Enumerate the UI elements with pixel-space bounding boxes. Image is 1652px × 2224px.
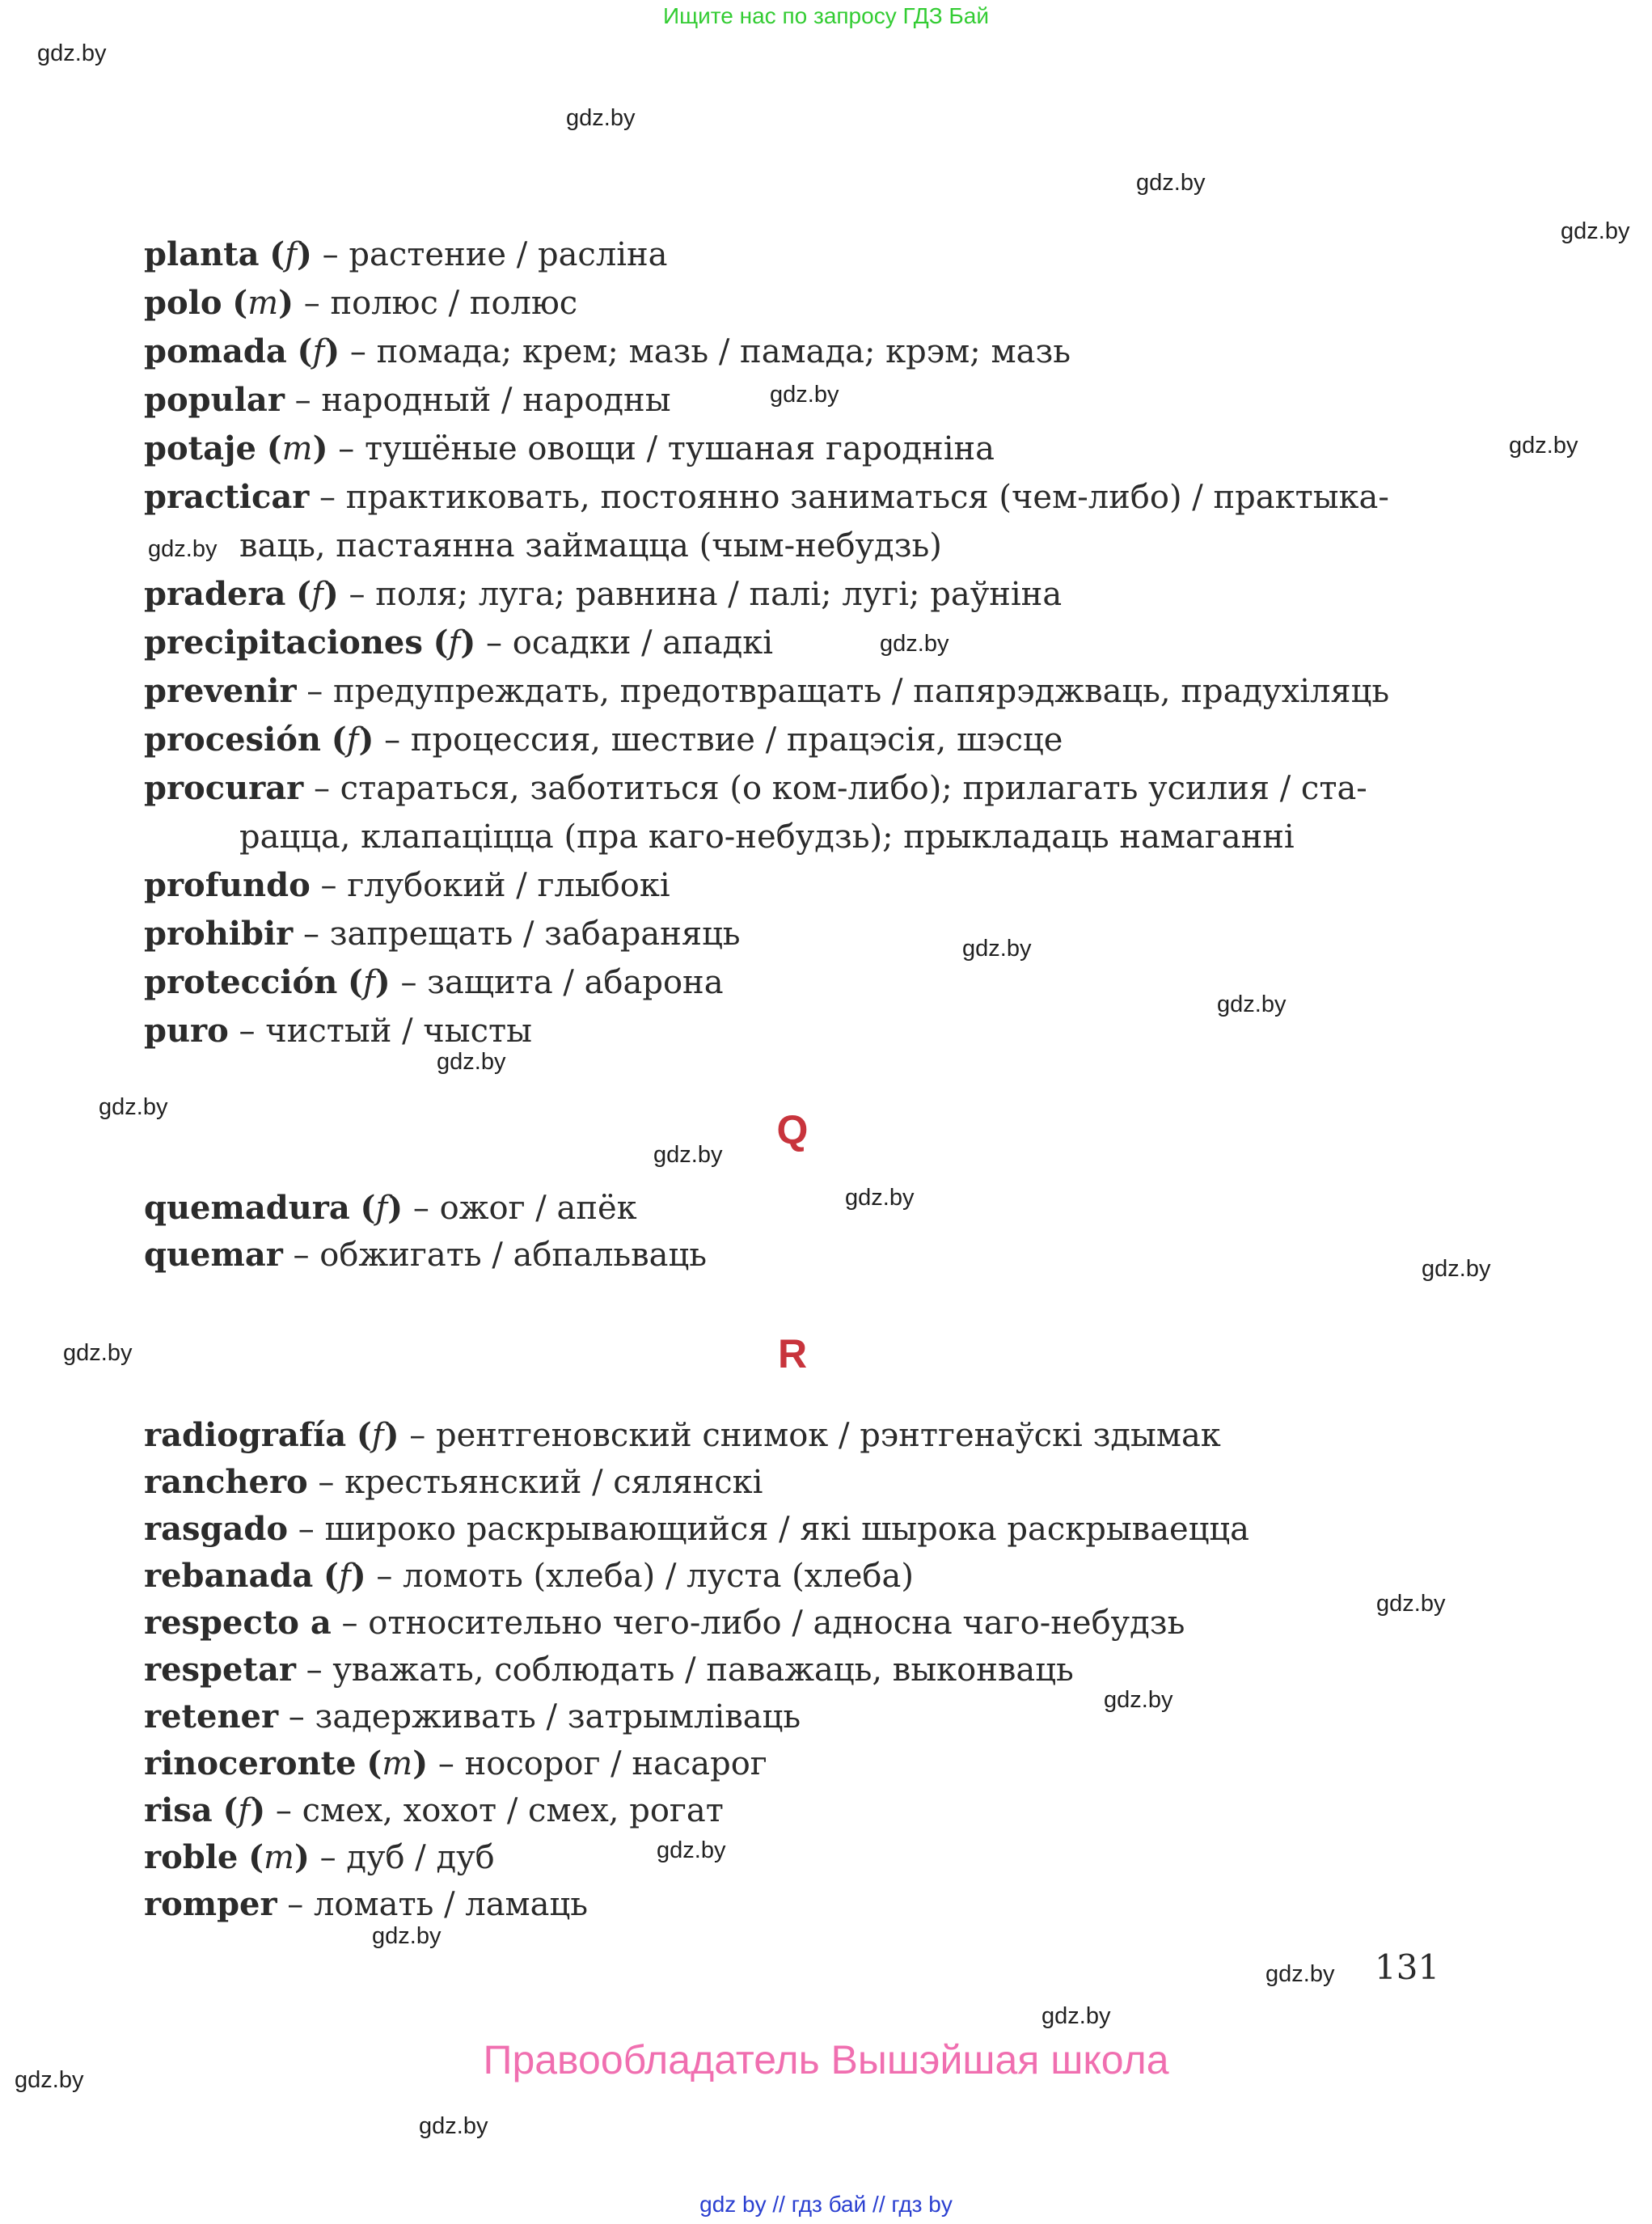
entry-gender: m	[281, 430, 313, 467]
entry-term: retener	[144, 1698, 279, 1736]
entry-gender: m	[264, 1839, 294, 1876]
watermark: gdz.by	[962, 936, 1032, 962]
entry-gender: f	[448, 624, 461, 662]
bottom-links[interactable]: gdz by // гдз бай // гдз by	[699, 2192, 953, 2217]
watermark: gdz.by	[1041, 2003, 1111, 2029]
watermark: gdz.by	[845, 1185, 915, 1211]
entry-term: rinoceronte	[144, 1744, 357, 1782]
entry-continuation: рацца, клапацiцца (пра каго-небудзь); прыкладаць намаганнi	[239, 818, 1295, 856]
entry-translation: крестьянский / сялянскi	[344, 1464, 763, 1501]
watermark: gdz.by	[880, 631, 949, 657]
dictionary-entry: prohibir – запрещать / забараняць	[144, 915, 741, 953]
dictionary-entry: potaje (m) – тушёные овощи / тушаная гароднiна	[144, 429, 995, 467]
watermark: gdz.by	[657, 1837, 726, 1863]
watermark: gdz.by	[770, 382, 839, 408]
entry-term: precipitaciones	[144, 624, 423, 662]
entry-term: practicar	[144, 478, 310, 516]
entry-continuation: ваць, пастаянна займацца (чым-небудзь)	[239, 527, 942, 564]
entry-term: procesión	[144, 721, 322, 759]
dictionary-entry: pradera (f) – поля; луга; равнина / палi; лугi; раўнiна	[144, 575, 1063, 613]
dictionary-entry: risa (f) – смех, хохот / смех, рогат	[144, 1791, 724, 1829]
entry-term: pradera	[144, 575, 286, 613]
watermark: gdz.by	[372, 1923, 442, 1949]
entry-term: polo	[144, 284, 222, 322]
entry-term: prevenir	[144, 672, 297, 710]
entry-term: risa	[144, 1791, 213, 1829]
entry-translation: полюс / полюс	[330, 285, 578, 322]
entry-gender: f	[362, 964, 375, 1001]
dictionary-entry: quemadura (f) – ожог / апёк	[144, 1189, 637, 1227]
dictionary-entry: respecto a – относительно чего-либо / адносна чаго-небудзь	[144, 1604, 1185, 1642]
entry-translation: запрещать / забараняць	[329, 915, 741, 953]
watermark: gdz.by	[1265, 1961, 1335, 1987]
entry-gender: f	[312, 333, 325, 370]
dictionary-entry: practicar – практиковать, постоянно заниматься (чем-либо) / практыка- ваць, пастаянна займацца (чым-небудзь)	[144, 473, 1454, 570]
dictionary-entry: respetar – уважать, соблюдать / паважаць, выконваць	[144, 1651, 1074, 1689]
entry-translation: практиковать, постоянно заниматься (чем-либо) / практыка-	[345, 479, 1389, 516]
entry-gender: f	[346, 721, 359, 759]
entry-gender: f	[371, 1417, 384, 1454]
entry-translation: народный / народны	[321, 382, 671, 419]
entry-term: profundo	[144, 866, 311, 904]
entry-term: rebanada	[144, 1557, 314, 1595]
dictionary-entry: radiografía (f) – рентгеновский снимок / рэнтгенаўскi здымак	[144, 1416, 1221, 1454]
entry-term: popular	[144, 381, 285, 419]
entry-gender: f	[338, 1558, 351, 1595]
dictionary-entry: rinoceronte (m) – носорог / насарог	[144, 1744, 767, 1782]
entry-translation: обжигать / абпальваць	[319, 1237, 707, 1274]
entry-translation: растение / расліна	[349, 236, 668, 273]
dictionary-entry: quemar – обжигать / абпальваць	[144, 1236, 707, 1274]
watermark: gdz.by	[1376, 1591, 1446, 1617]
entry-term: puro	[144, 1012, 229, 1050]
entry-translation: ломать / ламаць	[314, 1886, 588, 1923]
entry-term: respecto a	[144, 1604, 332, 1642]
page-number: 131	[1375, 1947, 1440, 1987]
watermark: gdz.by	[566, 105, 636, 131]
entry-translation: тушёные овощи / тушаная гароднiна	[364, 430, 995, 467]
entry-translation: чистый / чысты	[265, 1013, 532, 1050]
entry-term: quemadura	[144, 1189, 350, 1227]
entry-term: ranchero	[144, 1463, 308, 1501]
dictionary-entry: pomada (f) – помада; крем; мазь / памада; крэм; мазь	[144, 332, 1071, 370]
entry-term: radiografía	[144, 1416, 347, 1454]
top-banner[interactable]: Ищите нас по запросу ГДЗ Бай	[662, 3, 990, 28]
entry-translation: уважать, соблюдать / паважаць, выконваць	[332, 1651, 1074, 1689]
entry-translation: рентгеновский снимок / рэнтгенаўскi здымак	[435, 1417, 1221, 1454]
dictionary-entry: rasgado – широко раскрывающийся / якi шырока раскрываецца	[144, 1510, 1249, 1548]
entry-gender: f	[285, 236, 298, 273]
dictionary-entry: precipitaciones (f) – осадки / ападкi	[144, 624, 774, 662]
entry-term: planta	[144, 235, 260, 273]
entry-translation: ожог / апёк	[439, 1190, 637, 1227]
section-q-entries	[144, 1185, 1454, 1279]
dictionary-entry: rebanada (f) – ломоть (хлеба) / луста (хлеба)	[144, 1557, 914, 1595]
entry-gender: m	[247, 285, 279, 322]
dictionary-entry: planta (f) – растение / расліна	[144, 235, 668, 273]
section-letter-r: R	[777, 1331, 808, 1376]
dictionary-entry: puro – чистый / чысты	[144, 1012, 532, 1050]
entry-term: potaje	[144, 429, 256, 467]
watermark: gdz.by	[37, 40, 107, 66]
entry-gender: f	[375, 1190, 388, 1227]
entry-translation: помада; крем; мазь / памада; крэм; мазь	[376, 333, 1071, 370]
entry-translation: процессия, шествие / працэсiя, шэсце	[410, 721, 1063, 759]
entry-translation: стараться, заботиться (о ком-либо); прилагать усилия / ста-	[340, 770, 1367, 807]
dictionary-entry: popular – народный / народны	[144, 381, 671, 419]
watermark: gdz.by	[653, 1142, 723, 1168]
watermark: gdz.by	[419, 2113, 488, 2139]
entry-term: rasgado	[144, 1510, 289, 1548]
watermark: gdz.by	[99, 1094, 168, 1120]
entry-translation: носорог / насарог	[464, 1745, 767, 1782]
watermark: gdz.by	[15, 2067, 84, 2093]
entry-translation: дуб / дуб	[346, 1839, 495, 1876]
entry-term: prohibir	[144, 915, 294, 953]
entry-translation: относительно чего-либо / адносна чаго-небудзь	[368, 1605, 1185, 1642]
entry-translation: предупреждать, предотвращать / папярэджваць, прадухiляць	[332, 673, 1390, 710]
watermark: gdz.by	[1509, 433, 1578, 459]
watermark: gdz.by	[1422, 1256, 1491, 1282]
watermark: gdz.by	[63, 1340, 133, 1366]
entry-translation: задерживать / затрымлiваць	[315, 1698, 801, 1736]
entry-gender: f	[311, 576, 323, 613]
entry-translation: защита / абарона	[427, 964, 724, 1001]
watermark: gdz.by	[437, 1049, 506, 1075]
entry-term: pomada	[144, 332, 287, 370]
entry-gender: f	[238, 1792, 251, 1829]
dictionary-entry: roble (m) – дуб / дуб	[144, 1838, 495, 1876]
section-p-entries	[144, 230, 1454, 1055]
dictionary-entry: prevenir – предупреждать, предотвращать / папярэджваць, прадухiляць	[144, 672, 1390, 710]
entry-term: respetar	[144, 1651, 296, 1689]
entry-translation: ломоть (хлеба) / луста (хлеба)	[403, 1558, 914, 1595]
entry-translation: поля; луга; равнина / палi; лугi; раўнiна	[375, 576, 1063, 613]
dictionary-entry: profundo – глубокий / глыбокi	[144, 866, 670, 904]
watermark: gdz.by	[1136, 170, 1206, 196]
entry-translation: смех, хохот / смех, рогат	[302, 1792, 724, 1829]
watermark: gdz.by	[148, 536, 218, 562]
entry-translation: широко раскрывающийся / якi шырока раскрываецца	[324, 1511, 1249, 1548]
dictionary-entry: retener – задерживать / затрымлiваць	[144, 1698, 801, 1736]
watermark: gdz.by	[1104, 1687, 1173, 1713]
entry-term: procurar	[144, 769, 304, 807]
entry-gender: m	[382, 1745, 413, 1782]
rights-holder: Правообладатель Вышэйшая школа	[483, 2037, 1169, 2082]
dictionary-entry: romper – ломать / ламаць	[144, 1885, 588, 1923]
dictionary-entry: procesión (f) – процессия, шествие / працэсiя, шэсце	[144, 721, 1063, 759]
dictionary-entry: protección (f) – защита / абарона	[144, 963, 724, 1001]
entry-translation: осадки / ападкi	[512, 624, 774, 662]
section-r-entries	[144, 1412, 1454, 1928]
watermark: gdz.by	[1217, 991, 1287, 1017]
dictionary-entry: procurar – стараться, заботиться (о ком-либо); прилагать усилия / ста- рацца, клапацiцца (пра каго-небудзь); прыкладаць намаганнi	[144, 764, 1454, 861]
entry-term: romper	[144, 1885, 277, 1923]
dictionary-entry: polo (m) – полюс / полюс	[144, 284, 578, 322]
entry-term: protección	[144, 963, 338, 1001]
dictionary-entry: ranchero – крестьянский / сялянскi	[144, 1463, 763, 1501]
entry-translation: глубокий / глыбокi	[347, 867, 670, 904]
section-letter-q: Q	[776, 1107, 809, 1152]
watermark: gdz.by	[1561, 218, 1630, 244]
entry-term: quemar	[144, 1236, 283, 1274]
entry-term: roble	[144, 1838, 239, 1876]
